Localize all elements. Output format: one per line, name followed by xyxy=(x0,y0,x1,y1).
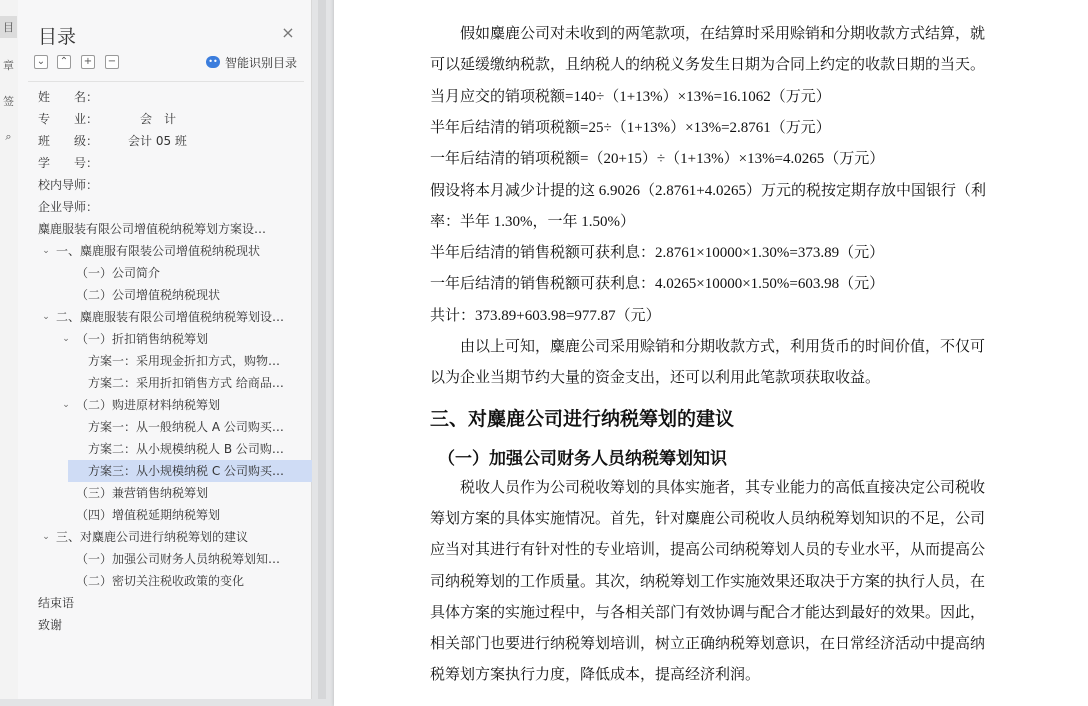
paragraph-line: 率：半年 1.30%，一年 1.50%） xyxy=(430,213,635,230)
smart-toc-label: 智能识别目录 xyxy=(225,55,298,70)
toc-item[interactable]: 学 号： xyxy=(38,156,99,170)
paragraph-line: 司纳税筹划的工作质量。其次，纳税筹划工作实施效果还取决于方案的执行人员，在 xyxy=(430,573,986,590)
paragraph-line: 税筹划方案执行力度，降低成本，提高经济利润。 xyxy=(430,667,761,684)
toc-item[interactable]: 一、麋鹿服有限装公司增值税纳税现状 xyxy=(56,244,261,258)
toc-item[interactable]: 麋鹿服装有限公司增值税纳税筹划方案设… xyxy=(38,222,267,236)
paragraph-line: 相关部门也要进行纳税筹划培训，树立正确纳税筹划意识，在日常经济活动中提高纳 xyxy=(430,636,986,653)
close-icon[interactable]: × xyxy=(281,23,295,42)
toc-item[interactable]: （一）折扣销售纳税筹划 xyxy=(76,332,209,346)
toc-item[interactable]: 方案二：采用折扣销售方式 给商品… xyxy=(88,376,284,390)
toc-item[interactable]: 企业导师： xyxy=(38,200,99,214)
toc-item[interactable]: 姓 名： xyxy=(38,90,99,104)
paragraph-line: 应当对其进行有针对性的专业培训，提高公司纳税筹划人员的专业水平，从而提高公 xyxy=(430,542,986,559)
paragraph-line: 一年后结清的销项税额=（20+15）÷（1+13%）×13%=4.0265（万元） xyxy=(430,151,885,168)
chevron-down-icon[interactable]: ⌄ xyxy=(42,532,50,542)
remove-heading-icon[interactable]: − xyxy=(105,55,119,69)
outline-icon[interactable]: 目 xyxy=(0,16,17,38)
paragraph-line: 假如麋鹿公司对未收到的两笔款项，在结算时采用赊销和分期收款方式结算，就 xyxy=(430,26,986,42)
toc-item[interactable]: 班 级： 会计 05 班 xyxy=(38,134,187,148)
smart-toc-button[interactable] xyxy=(206,54,297,70)
paragraph-line: 税收人员作为公司税收筹划的具体实施者，其专业能力的高低直接决定公司税收 xyxy=(430,479,986,496)
toc-item[interactable]: 致谢 xyxy=(38,618,63,632)
toc-item[interactable]: 方案二：从小规模纳税人 B 公司购… xyxy=(88,442,284,456)
outline-pane xyxy=(18,0,312,699)
toc-item[interactable]: 三、对麋鹿公司进行纳税筹划的建议 xyxy=(56,530,249,544)
document-page[interactable] xyxy=(334,0,1088,706)
toc-item[interactable]: 方案一：从一般纳税人 A 公司购买… xyxy=(88,420,284,434)
chevron-down-icon[interactable]: ⌄ xyxy=(62,334,70,344)
splitter[interactable] xyxy=(318,0,326,699)
ai-icon: •• xyxy=(206,56,220,68)
toc-item[interactable]: 方案一：采用现金折扣方式，购物… xyxy=(88,354,281,368)
toc-item[interactable]: （一）公司简介 xyxy=(76,266,161,280)
add-heading-icon[interactable]: + xyxy=(81,55,95,69)
toc-item[interactable]: 结束语 xyxy=(38,596,75,610)
toc-item[interactable]: （二）公司增值税纳税现状 xyxy=(76,288,221,302)
paragraph-line: 半年后结清的销项税额=25÷（1+13%）×13%=2.8761（万元） xyxy=(430,119,831,136)
paragraph-line: 由以上可知，麋鹿公司采用赊销和分期收款方式，利用货币的时间价值，不仅可 xyxy=(430,339,986,355)
side-toolbar xyxy=(0,0,19,699)
paragraph-line: 共计：373.89+603.98=977.87（元） xyxy=(430,307,661,324)
divider xyxy=(28,81,304,82)
paragraph-line: 假设将本月减少计提的这 6.9026（2.8761+4.0265）万元的税按定期存放中国银行（利 xyxy=(430,182,986,199)
paragraph-line: 一年后结清的销售税额可获利息：4.0265×10000×1.50%=603.98（元） xyxy=(430,276,885,293)
chevron-down-icon[interactable]: ⌄ xyxy=(42,246,50,256)
outline-title: 目录 xyxy=(38,26,77,48)
chevron-down-icon[interactable]: ⌄ xyxy=(42,312,50,322)
toc-item[interactable]: 专 业： 会 计 xyxy=(38,112,177,126)
toc-item[interactable]: （一）加强公司财务人员纳税筹划知… xyxy=(76,552,281,566)
toc-item[interactable]: （二）购进原材料纳税筹划 xyxy=(76,398,221,412)
subsection-heading: （一）加强公司财务人员纳税筹划知识 xyxy=(438,448,727,469)
bookmark-icon[interactable]: 签 xyxy=(3,95,14,108)
toc-item[interactable]: 校内导师： xyxy=(38,178,99,192)
toc-item[interactable]: （三）兼营销售纳税筹划 xyxy=(76,486,209,500)
collapse-all-icon[interactable]: ⌄ xyxy=(34,55,48,69)
paragraph-line: 当月应交的销项税额=140÷（1+13%）×13%=16.1062（万元） xyxy=(430,88,831,105)
toc-item[interactable]: （四）增值税延期纳税筹划 xyxy=(76,508,221,522)
expand-icon[interactable]: ⌃ xyxy=(57,55,71,69)
paragraph-line: 可以延缓缴纳税款，且纳税人的纳税义务发生日期为合同上约定的收款日期的当天。 xyxy=(430,57,986,74)
section-heading: 三、对麋鹿公司进行纳税筹划的建议 xyxy=(430,407,735,430)
chevron-down-icon[interactable]: ⌄ xyxy=(62,400,70,410)
paragraph-line: 具体方案的实施过程中，与各相关部门有效协调与配合才能达到最好的效果。因此， xyxy=(430,604,986,621)
chapter-icon[interactable]: 章 xyxy=(3,59,14,72)
toc-item[interactable]: （二）密切关注税收政策的变化 xyxy=(76,574,245,588)
paragraph-line: 半年后结清的销售税额可获利息：2.8761×10000×1.30%=373.89（元） xyxy=(430,245,885,262)
paragraph-line: 筹划方案的具体实施情况。首先，针对麋鹿公司税收人员纳税筹划知识的不足，公司 xyxy=(430,510,986,527)
paragraph-line: 以为企业当期节约大量的资金支出，还可以利用此笔款项获取收益。 xyxy=(430,370,881,387)
toc-item[interactable]: 方案三：从小规模纳税 C 公司购买… xyxy=(68,460,315,482)
toc-item[interactable]: 二、麋鹿服装有限公司增值税纳税筹划设… xyxy=(56,310,285,324)
search-icon[interactable]: ⌕ xyxy=(5,130,12,143)
